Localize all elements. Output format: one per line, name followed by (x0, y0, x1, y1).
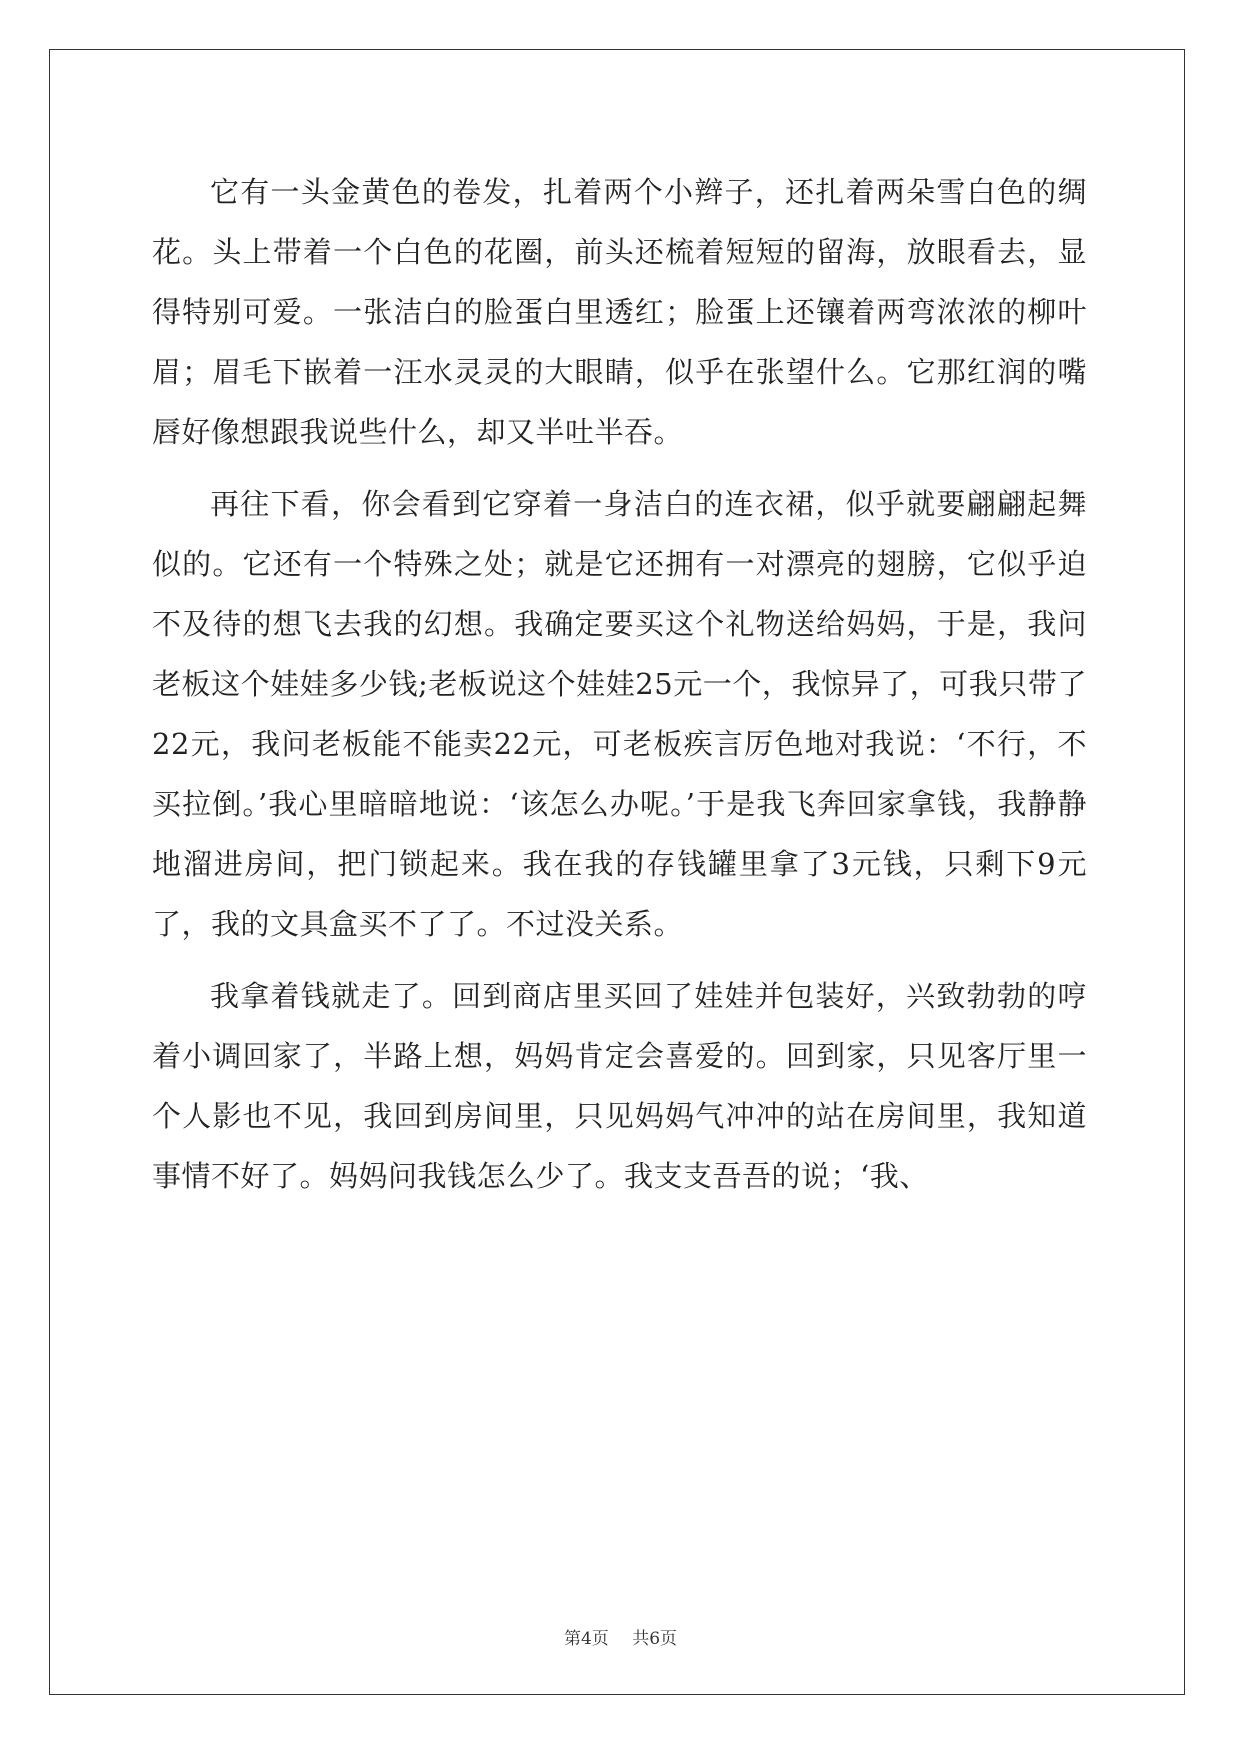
current-page-number: 第4页 (563, 1629, 609, 1649)
document-body (152, 162, 1087, 1206)
page-footer (0, 1624, 1241, 1649)
paragraph-2: 再往下看，你会看到它穿着一身洁白的连衣裙，似乎就要翩翩起舞似的。它还有一个特殊之处；就是它还拥有一对漂亮的翅膀，它似乎迫不及待的想飞去我的幻想。我确定要买这个礼物送给妈妈，于是，我问老板这个娃娃多少钱;老板说这个娃娃25元一个，我惊异了，可我只带了22元，我问老板能不能卖22元，可老板疾言厉色地对我说：‘不行，不买拉倒。’我心里暗暗地说：‘该怎么办呢。’于是我飞奔回家拿钱，我静静地溜进房间，把门锁起来。我在我的存钱罐里拿了3元钱，只剩下9元了，我的文具盒买不了了。不过没关系。 (152, 487, 1087, 941)
paragraph-1: 它有一头金黄色的卷发，扎着两个小辫子，还扎着两朵雪白色的绸花。头上带着一个白色的花圈，前头还梳着短短的留海，放眼看去，显得特别可爱。一张洁白的脸蛋白里透红；脸蛋上还镶着两弯浓浓的柳叶眉；眉毛下嵌着一汪水灵灵的大眼睛，似乎在张望什么。它那红润的嘴唇好像想跟我说些什么，却又半吐半吞。 (152, 175, 1087, 449)
total-page-count: 共6页 (632, 1629, 678, 1649)
paragraph-3: 我拿着钱就走了。回到商店里买回了娃娃并包装好，兴致勃勃的哼着小调回家了，半路上想，妈妈肯定会喜爱的。回到家，只见客厅里一个人影也不见，我回到房间里，只见妈妈气冲冲的站在房间里，我知道事情不好了。妈妈问我钱怎么少了。我支支吾吾的说；‘我、 (152, 979, 1087, 1193)
